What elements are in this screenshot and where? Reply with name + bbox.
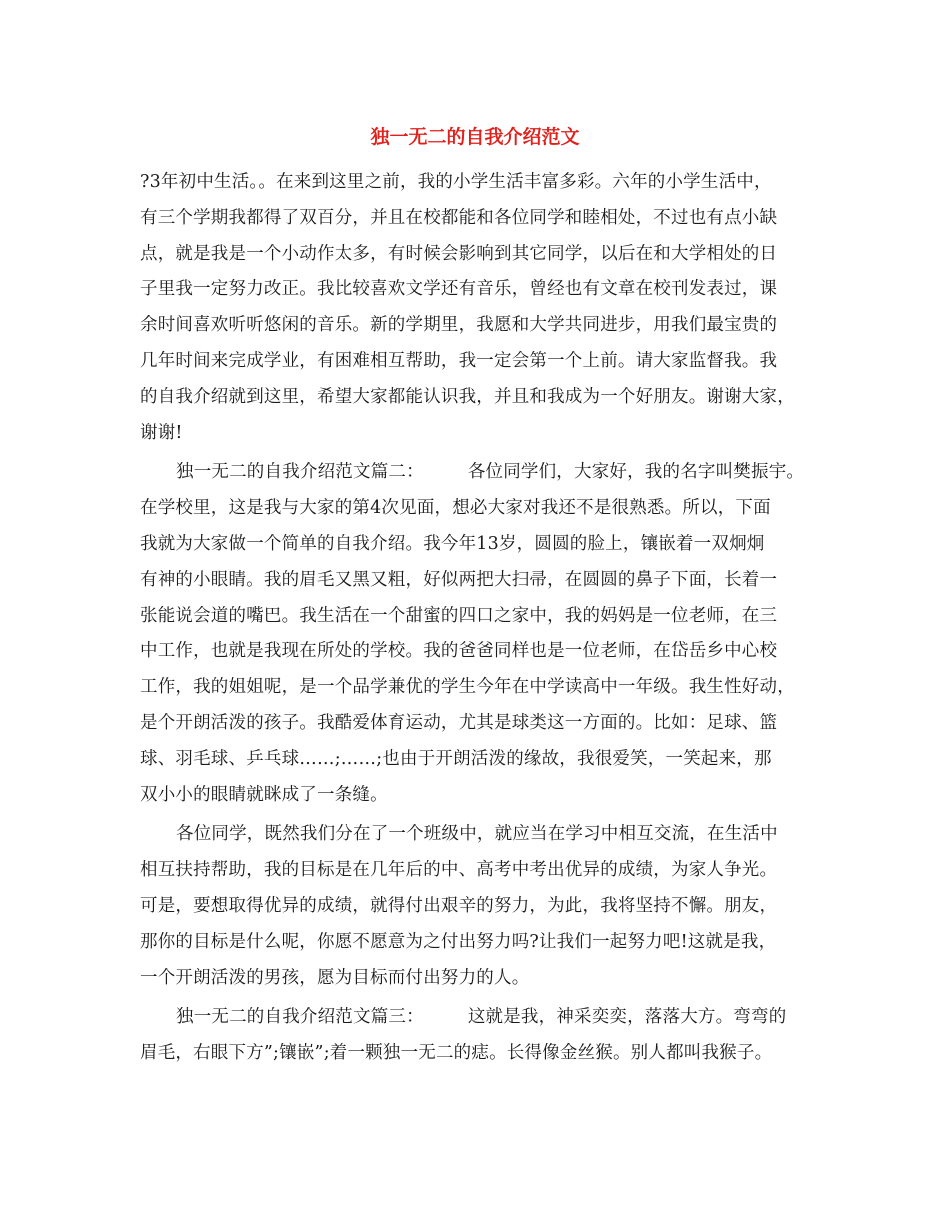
text-line: 中工作，也就是我现在所处的学校。我的爸爸同样也是一位老师，在岱岳乡中心校 [140, 641, 778, 662]
text-line: 张能说会道的嘴巴。我生活在一个甜蜜的四口之家中，我的妈妈是一位老师，在三 [140, 605, 778, 626]
document-title: 独一无二的自我介绍范文 [370, 126, 580, 148]
text-line-first: 各位同学，既然我们分在了一个班级中，就应当在学习中相互交流，在生活中 [176, 824, 778, 845]
text-line-first [140, 455, 832, 491]
text-line: 双小小的眼睛就眯成了一条缝。 [140, 784, 388, 805]
paragraph-1 [140, 165, 832, 451]
text-line: 是个开朗活泼的孩子。我酷爱体育运动，尤其是球类这一方面的。比如：足球、篮 [140, 712, 778, 733]
paragraph-4 [140, 1000, 832, 1072]
section-heading-2: 独一无二的自我介绍范文篇二： [176, 462, 424, 483]
text-line: 相互扶持帮助，我的目标是在几年后的中、高考中考出优异的成绩，为家人争光。 [140, 860, 778, 881]
paragraph-2 [140, 455, 832, 813]
paragraph-3 [140, 817, 832, 996]
text-line: 点，就是我是一个小动作太多，有时候会影响到其它同学，以后在和大学相处的日 [140, 243, 778, 264]
text-run: 各位同学们，大家好，我的名字叫樊振宇。 [467, 462, 805, 483]
text-line: 有三个学期我都得了双百分，并且在校都能和各位同学和睦相处，不过也有点小缺 [140, 207, 778, 228]
text-line: 在学校里，这是我与大家的第4次见面，想必大家对我还不是很熟悉。所以，下面 [140, 498, 771, 519]
text-line: 谢谢! [140, 422, 183, 443]
text-line: 有神的小眼睛。我的眉毛又黑又粗，好似两把大扫帚，在圆圆的鼻子下面，长着一 [140, 569, 778, 590]
document-body [140, 165, 832, 1076]
text-line: 一个开朗活泼的男孩，愿为目标而付出努力的人。 [140, 967, 530, 988]
text-line: 可是，要想取得优异的成绩，就得付出艰辛的努力，为此，我将坚持不懈。朋友， [140, 895, 778, 916]
text-line: ?3年初中生活。。在来到这里之前，我的小学生活丰富多彩。六年的小学生活中， [140, 172, 772, 192]
text-line: 我就为大家做一个简单的自我介绍。我今年13岁，圆圆的脸上，镶嵌着一双炯炯 [140, 533, 765, 554]
section-heading-3: 独一无二的自我介绍范文篇三： [176, 1007, 424, 1028]
text-line: 几年时间来完成学业，有困难相互帮助，我一定会第一个上前。请大家监督我。我 [140, 350, 778, 371]
text-line: 工作，我的姐姐呢，是一个品学兼优的学生今年在中学读高中一年级。我生性好动， [140, 677, 795, 698]
text-line-first [140, 1000, 832, 1036]
text-line: 球、羽毛球、乒乓球……;……;也由于开朗活泼的缘故，我很爱笑，一笑起来，那 [140, 748, 772, 769]
text-run: 这就是我，神采奕奕，落落大方。弯弯的 [467, 1007, 787, 1028]
text-line: 的自我介绍就到这里，希望大家都能认识我，并且和我成为一个好朋友。谢谢大家， [140, 386, 795, 407]
text-line: 那你的目标是什么呢，你愿不愿意为之付出努力吗?让我们一起努力吧!这就是我， [140, 931, 777, 952]
text-line: 余时间喜欢听听悠闲的音乐。新的学期里，我愿和大学共同进步，用我们最宝贵的 [140, 315, 778, 336]
text-line: 子里我一定努力改正。我比较喜欢文学还有音乐，曾经也有文章在校刊发表过，课 [140, 279, 778, 300]
text-line: 眉毛，右眼下方”;镶嵌”;着一颗独一无二的痣。长得像金丝猴。别人都叫我猴子。 [140, 1043, 773, 1064]
